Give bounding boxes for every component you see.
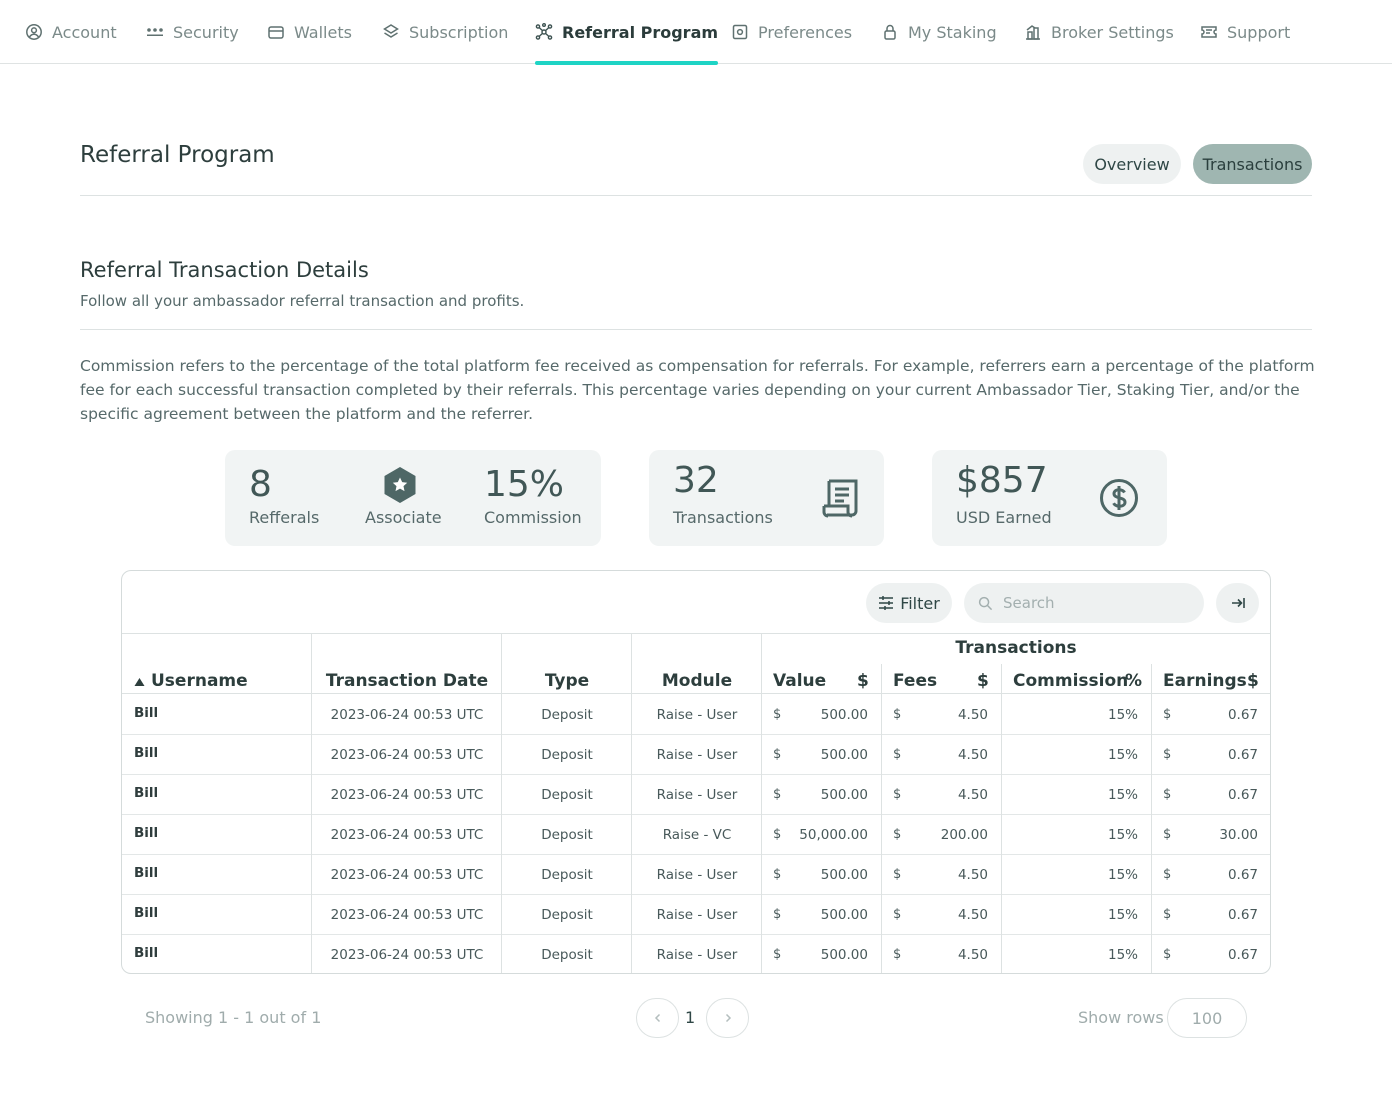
table-header (122, 633, 1271, 694)
date-cell: 2023-06-24 00:53 UTC (330, 747, 484, 763)
earnings-header[interactable]: Earnings (1163, 671, 1247, 691)
table-row[interactable] (122, 735, 1271, 775)
username-cell: Bill (134, 865, 159, 881)
module-cell: Raise - User (656, 747, 738, 763)
value-currency: $ (773, 787, 782, 802)
fees-unit: $ (977, 671, 989, 691)
date-cell: 2023-06-24 00:53 UTC (330, 707, 484, 723)
earned-value: $857 (956, 460, 1048, 501)
column-divider (881, 664, 882, 974)
fees-cell: 4.50 (957, 867, 988, 883)
earnings-cell: 0.67 (1227, 947, 1258, 963)
type-cell: Deposit (541, 867, 593, 883)
commission-header[interactable]: Commission (1013, 671, 1129, 691)
filter-label: Filter (900, 593, 940, 613)
showing-summary: Showing 1 - 1 out of 1 (145, 1008, 322, 1027)
earnings-currency: $ (1163, 747, 1172, 762)
column-divider (311, 633, 312, 974)
tier-label: Associate (365, 508, 442, 527)
earnings-unit: $ (1247, 671, 1259, 691)
transactions-count: 32 (673, 460, 719, 501)
transactions-group-header: Transactions (955, 638, 1077, 658)
earnings-currency: $ (1163, 827, 1172, 842)
tab-label: Broker Settings (1051, 22, 1174, 42)
date-cell: 2023-06-24 00:53 UTC (330, 867, 484, 883)
fees-currency: $ (893, 947, 902, 962)
fees-currency: $ (893, 827, 902, 842)
chevron-left-icon (653, 1013, 663, 1023)
table-row[interactable] (122, 895, 1271, 935)
lock-icon (881, 23, 899, 41)
transactions-label: Transactions (673, 508, 773, 527)
value-cell: 500.00 (820, 907, 868, 923)
settings-box-icon (731, 23, 749, 41)
fees-header[interactable]: Fees (893, 671, 938, 691)
tab-label: Account (52, 22, 117, 42)
value-unit: $ (857, 671, 869, 691)
current-page[interactable]: 1 (685, 1008, 696, 1027)
username-cell: Bill (134, 825, 159, 841)
referral-stats-card (225, 450, 601, 546)
date-cell: 2023-06-24 00:53 UTC (330, 907, 484, 923)
referrals-count: 8 (249, 464, 272, 505)
earnings-stats-card (932, 450, 1167, 546)
type-cell: Deposit (541, 827, 593, 843)
value-currency: $ (773, 947, 782, 962)
next-page-button[interactable] (706, 998, 749, 1038)
earnings-cell: 0.67 (1227, 907, 1258, 923)
fees-currency: $ (893, 787, 902, 802)
commission-description: Commission refers to the percentage of the total platform fee received as compensation for referrals. For example, referrers earn a percentage of the platform fee for each successful transaction completed by their referrals. This percentage varies depending on your current Ambassador Tier, Staking Tier, and/or the specific agreement between the platform and the referrer. (80, 357, 1315, 423)
commission-value: 15% (484, 464, 565, 505)
section-subtitle: Follow all your ambassador referral transaction and profits. (80, 292, 525, 310)
commission-cell: 15% (1107, 907, 1138, 923)
table-row[interactable] (122, 815, 1271, 855)
transaction-date-header[interactable]: Transaction Date (325, 671, 489, 691)
rows-per-page-select[interactable]: 100 (1167, 998, 1247, 1038)
commission-unit: % (1125, 671, 1143, 691)
header-divider (80, 195, 1312, 196)
ticket-icon (1200, 23, 1218, 41)
transactions-button[interactable]: Transactions (1193, 144, 1312, 184)
value-cell: 500.00 (820, 707, 868, 723)
username-cell: Bill (134, 705, 159, 721)
table-row[interactable] (122, 695, 1271, 735)
type-cell: Deposit (541, 707, 593, 723)
fees-cell: 4.50 (957, 707, 988, 723)
table-row[interactable] (122, 775, 1271, 815)
tab-label: Wallets (294, 22, 352, 42)
fees-cell: 200.00 (940, 827, 988, 843)
filter-button[interactable] (866, 583, 952, 623)
module-header[interactable]: Module (661, 671, 733, 691)
tab-broker-settings[interactable] (1024, 0, 1174, 64)
username-header[interactable]: Username (134, 671, 248, 691)
value-currency: $ (773, 827, 782, 842)
page-title: Referral Program (80, 142, 275, 168)
tab-label: Referral Program (562, 22, 719, 42)
sort-ascending-icon (134, 671, 145, 691)
date-cell: 2023-06-24 00:53 UTC (330, 827, 484, 843)
earnings-cell: 0.67 (1227, 787, 1258, 803)
export-arrow-icon (1230, 595, 1246, 611)
value-cell: 500.00 (820, 867, 868, 883)
search-box (964, 583, 1204, 623)
commission-cell: 15% (1107, 787, 1138, 803)
fees-currency: $ (893, 747, 902, 762)
earnings-currency: $ (1163, 787, 1172, 802)
overview-button[interactable]: Overview (1083, 144, 1181, 184)
prev-page-button[interactable] (636, 998, 679, 1038)
type-cell: Deposit (541, 747, 593, 763)
receipt-icon (821, 478, 859, 520)
earnings-currency: $ (1163, 707, 1172, 722)
value-currency: $ (773, 707, 782, 722)
module-cell: Raise - User (656, 947, 738, 963)
value-currency: $ (773, 867, 782, 882)
module-cell: Raise - User (656, 867, 738, 883)
type-cell: Deposit (541, 907, 593, 923)
commission-cell: 15% (1107, 707, 1138, 723)
tab-subscription[interactable] (382, 0, 508, 64)
tab-account[interactable] (25, 0, 117, 64)
commission-label: Commission (484, 508, 582, 527)
value-currency: $ (773, 907, 782, 922)
earnings-currency: $ (1163, 867, 1172, 882)
tab-label: Security (173, 22, 239, 42)
tab-preferences[interactable] (731, 0, 852, 64)
show-rows-label: Show rows (1078, 1008, 1164, 1027)
earnings-currency: $ (1163, 947, 1172, 962)
value-cell: 500.00 (820, 747, 868, 763)
commission-cell: 15% (1107, 747, 1138, 763)
column-divider (1001, 664, 1002, 974)
earnings-currency: $ (1163, 907, 1172, 922)
tab-label: Preferences (758, 22, 853, 42)
tier-badge-icon (383, 466, 417, 504)
type-cell: Deposit (541, 947, 593, 963)
earnings-cell: 0.67 (1227, 707, 1258, 723)
table-row[interactable] (122, 935, 1271, 974)
value-cell: 50,000.00 (799, 827, 868, 843)
tab-label: My Staking (908, 22, 997, 42)
earnings-cell: 30.00 (1219, 827, 1258, 843)
column-divider (631, 633, 632, 974)
filter-sliders-icon (878, 595, 894, 611)
wallet-icon (267, 23, 285, 41)
earnings-cell: 0.67 (1227, 867, 1258, 883)
module-cell: Raise - User (656, 907, 738, 923)
fees-currency: $ (893, 907, 902, 922)
username-cell: Bill (134, 905, 159, 921)
earned-label: USD Earned (956, 508, 1052, 527)
type-header[interactable]: Type (544, 671, 590, 691)
tab-label: Support (1227, 22, 1291, 42)
commission-cell: 15% (1107, 947, 1138, 963)
transactions-table-panel (121, 570, 1271, 974)
value-cell: 500.00 (820, 787, 868, 803)
module-cell: Raise - User (656, 707, 738, 723)
layers-icon (382, 23, 400, 41)
earnings-cell: 0.67 (1227, 747, 1258, 763)
fees-cell: 4.50 (957, 947, 988, 963)
fees-cell: 4.50 (957, 907, 988, 923)
module-cell: Raise - User (656, 787, 738, 803)
username-cell: Bill (134, 945, 159, 961)
user-circle-icon (25, 23, 43, 41)
date-cell: 2023-06-24 00:53 UTC (330, 947, 484, 963)
type-cell: Deposit (541, 787, 593, 803)
tab-wallets[interactable] (267, 0, 352, 64)
tab-label: Subscription (409, 22, 509, 42)
broker-icon (1024, 23, 1042, 41)
tab-referral-program[interactable] (535, 0, 718, 64)
commission-cell: 15% (1107, 827, 1138, 843)
fees-currency: $ (893, 707, 902, 722)
value-currency: $ (773, 747, 782, 762)
username-cell: Bill (134, 745, 159, 761)
commission-cell: 15% (1107, 867, 1138, 883)
column-divider (1151, 664, 1152, 974)
date-cell: 2023-06-24 00:53 UTC (330, 787, 484, 803)
column-divider (761, 633, 762, 974)
search-input[interactable] (1003, 594, 1183, 612)
value-header[interactable]: Value (773, 671, 827, 691)
table-row[interactable] (122, 855, 1271, 895)
section-divider (80, 329, 1312, 330)
search-icon (978, 596, 993, 611)
username-cell: Bill (134, 785, 159, 801)
chevron-right-icon (723, 1013, 733, 1023)
referrals-label: Refferals (249, 508, 320, 527)
section-title: Referral Transaction Details (80, 258, 369, 282)
network-icon (535, 23, 553, 41)
tab-my-staking[interactable] (881, 0, 997, 64)
module-cell: Raise - VC (662, 827, 732, 843)
transactions-stats-card (649, 450, 884, 546)
value-cell: 500.00 (820, 947, 868, 963)
fees-currency: $ (893, 867, 902, 882)
password-dots-icon (146, 23, 164, 41)
top-navigation (0, 0, 1392, 64)
dollar-circle-icon (1099, 478, 1139, 518)
tab-security[interactable] (146, 0, 239, 64)
fees-cell: 4.50 (957, 747, 988, 763)
export-button[interactable] (1216, 583, 1259, 623)
tab-support[interactable] (1200, 0, 1290, 64)
fees-cell: 4.50 (957, 787, 988, 803)
column-divider (501, 633, 502, 974)
